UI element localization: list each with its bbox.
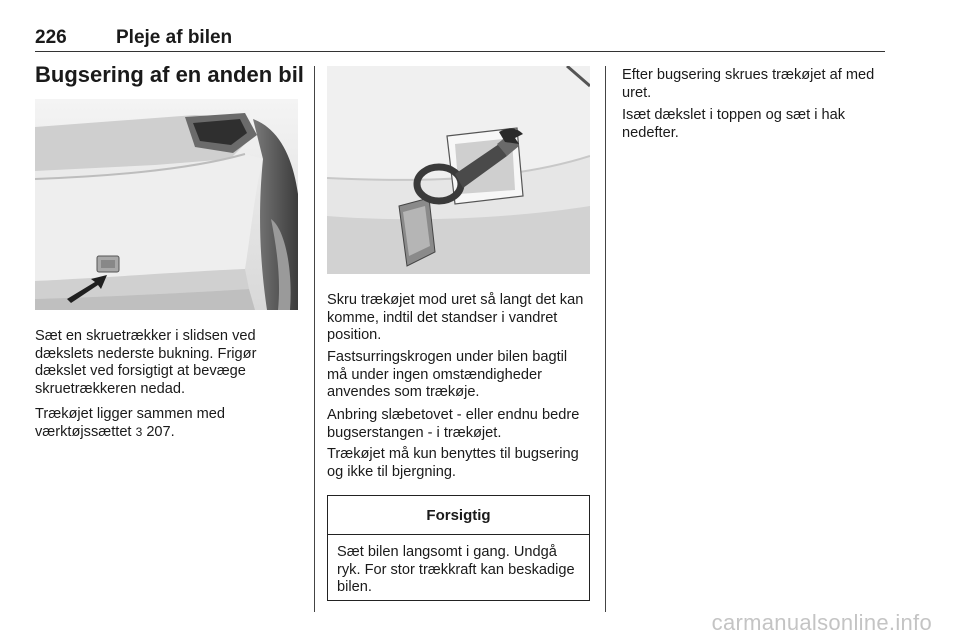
page-reference: 207.	[146, 423, 175, 440]
col2-paragraph-2: Fastsurringskrogen under bilen bagtil må under ingen omstændigheder anvendes som trækøje.	[327, 349, 568, 401]
col2-paragraph-4: Trækøjet må kun benyttes til bugsering og ikke til bjergning.	[327, 446, 579, 480]
col2-paragraph-1: Skru trækøjet mod uret så langt det kan komme, indtil det standser i vandret position.	[327, 292, 584, 344]
caution-title: Forsigtig	[328, 496, 589, 535]
page-reference-icon: 3	[135, 424, 143, 439]
caution-body: Sæt bilen langsomt i gang. Undgå ryk. For stor trækkraft kan beskadige bilen.	[337, 544, 575, 596]
chapter-title: Pleje af bilen	[116, 27, 233, 48]
page-header	[35, 24, 885, 52]
col3-paragraph-1: Efter bugsering skrues trækøjet af med uret.	[622, 67, 875, 101]
col2-paragraph-3: Anbring slæbetovet - eller endnu bedre bugserstangen - i trækøjet.	[327, 407, 580, 441]
section-title: Bugsering af en anden bil	[35, 62, 304, 87]
figure-towing-eye	[327, 66, 590, 274]
page-number: 226	[35, 27, 67, 48]
col3-paragraph-2: Isæt dækslet i toppen og sæt i hak nedefter.	[622, 107, 846, 141]
col1-paragraph-2-text: Trækøjet ligger sammen med værktøjssættet	[35, 406, 226, 440]
column-divider-1	[314, 66, 315, 612]
rear-bumper-illustration	[35, 99, 298, 310]
watermark: carmanualsonline.info	[711, 610, 932, 635]
col1-paragraph-1: Sæt en skruetrækker i slidsen ved dækslets nederste bukning. Frigør dækslet ved forsigtigt at bevæge skruetrækkeren nedad.	[35, 328, 257, 397]
caution-box	[327, 495, 590, 601]
column-divider-2	[605, 66, 606, 612]
col1-paragraph-2	[35, 406, 297, 441]
figure-rear-bumper	[35, 99, 298, 310]
towing-eye-illustration	[327, 66, 590, 274]
